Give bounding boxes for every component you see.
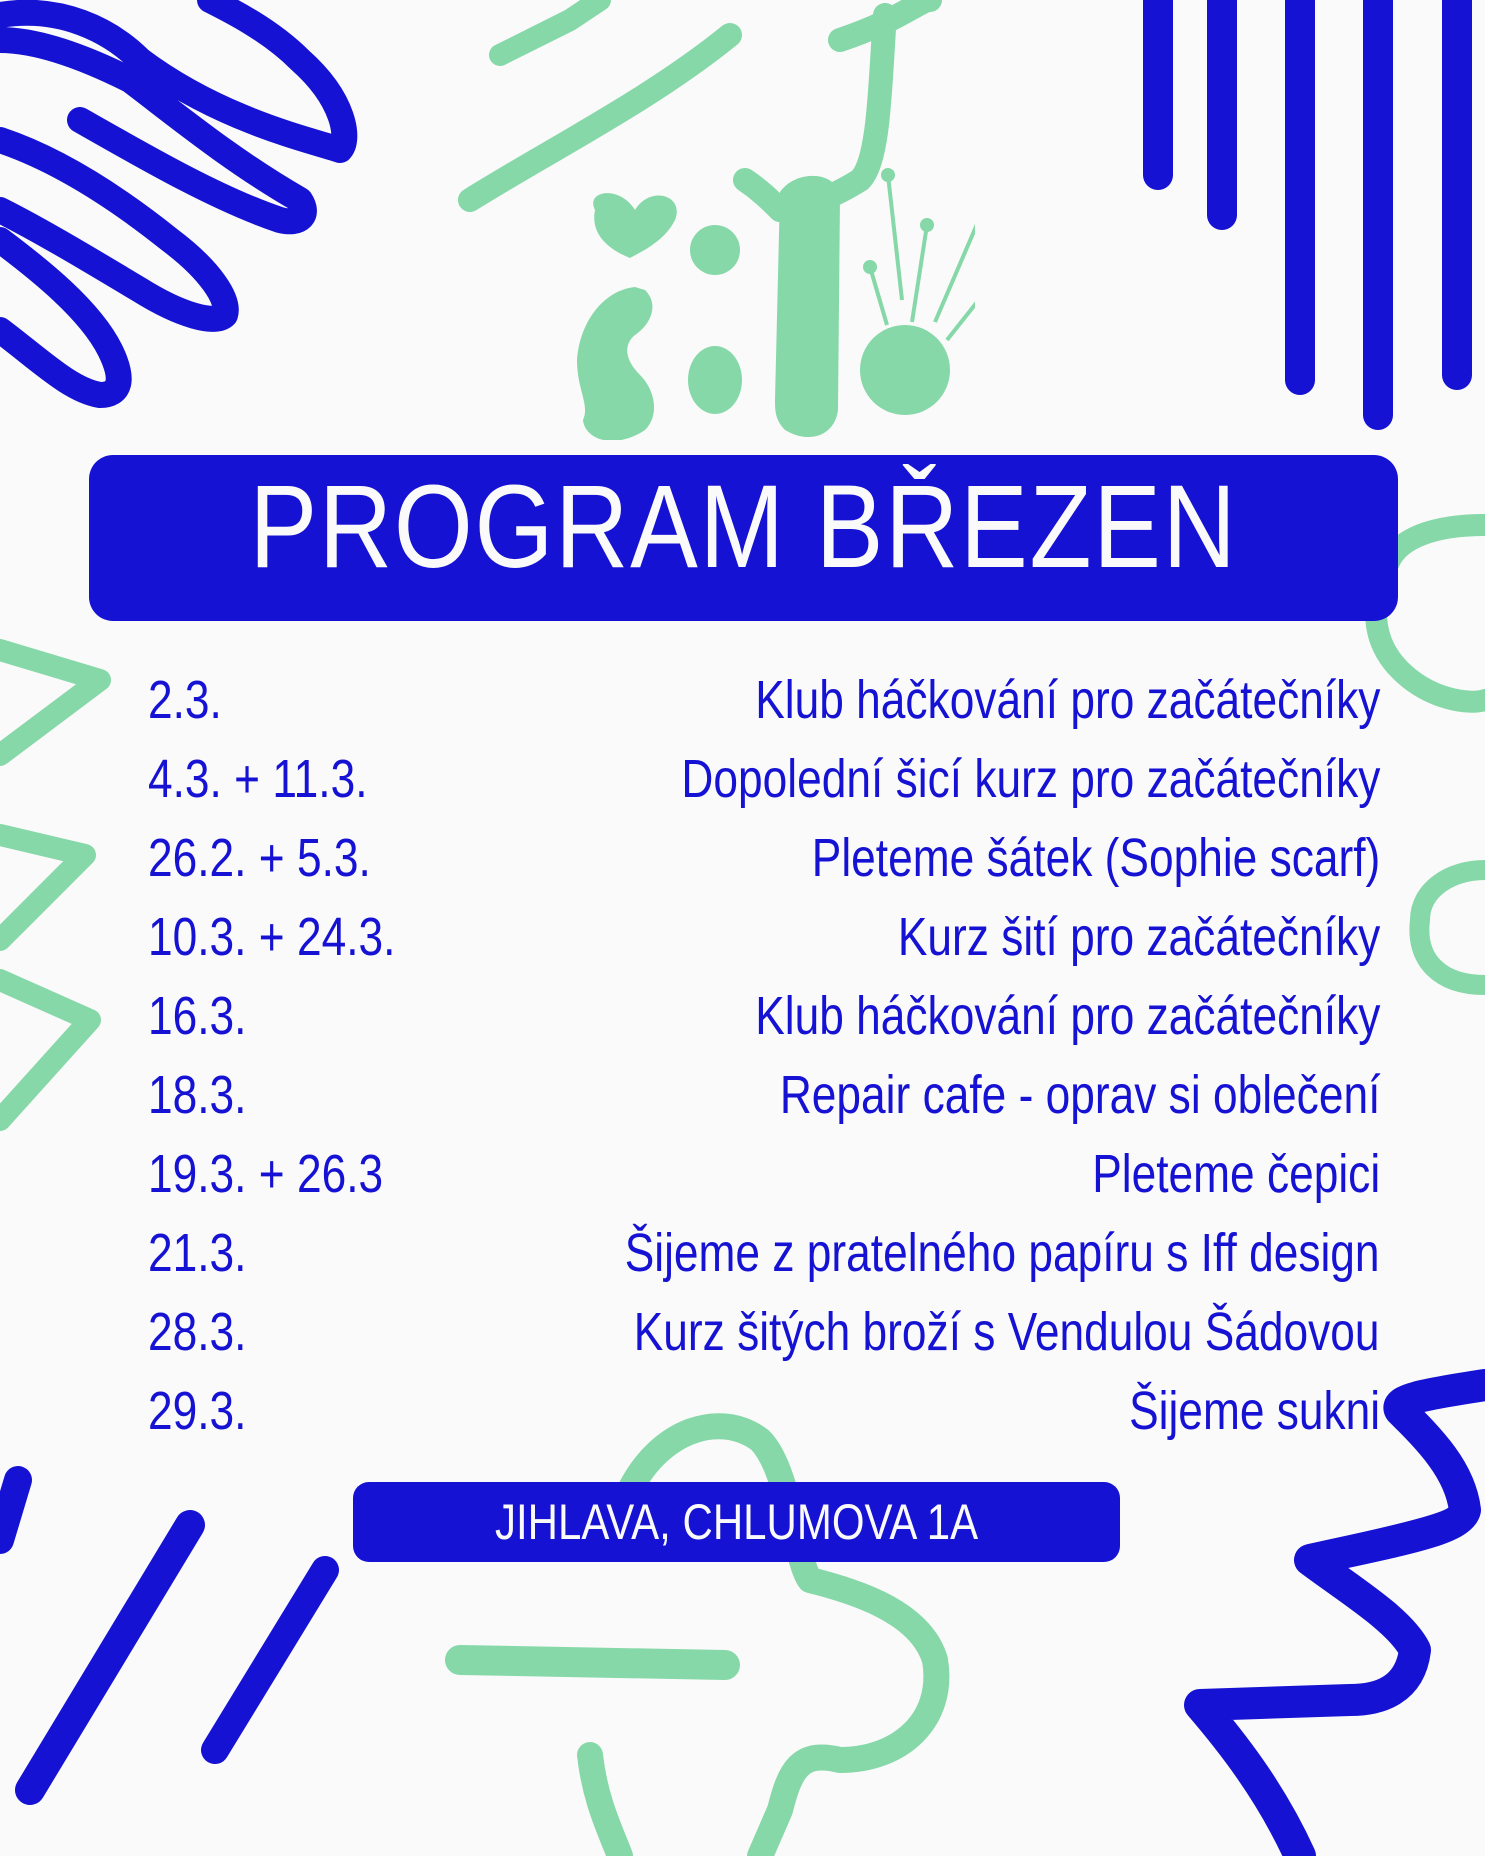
event-date: 28.3.	[148, 1301, 247, 1362]
event-name: Pleteme šátek (Sophie scarf)	[811, 827, 1380, 888]
green-zigzag-left-2	[0, 835, 90, 1120]
event-name: Šijeme z pratelného papíru s Iff design	[625, 1222, 1380, 1283]
page-title: PROGRAM BŘEZEN	[249, 461, 1238, 593]
list-item	[148, 818, 1380, 897]
address-badge	[353, 1482, 1120, 1562]
green-diagonal-stroke	[500, 0, 600, 55]
event-name: Šijeme sukni	[1128, 1380, 1380, 1441]
event-date: 21.3.	[148, 1222, 247, 1283]
event-date: 10.3. + 24.3.	[148, 906, 396, 967]
green-zigzag-left	[0, 650, 100, 755]
program-list	[148, 660, 1380, 1450]
sito-logo	[535, 150, 975, 440]
list-item	[148, 1055, 1380, 1134]
list-item	[148, 660, 1380, 739]
list-item	[148, 976, 1380, 1055]
blue-diagonal-stroke-2	[30, 1525, 190, 1790]
list-item	[148, 1292, 1380, 1371]
event-name: Kurz šitých broží s Vendulou Šádovou	[634, 1301, 1380, 1362]
event-date: 4.3. + 11.3.	[148, 748, 368, 809]
event-name: Repair cafe - oprav si oblečení	[779, 1064, 1380, 1125]
green-ring-right-mid	[1419, 870, 1485, 985]
event-name: Pleteme čepici	[1092, 1143, 1380, 1204]
address-text: JIHLAVA, CHLUMOVA 1A	[494, 1494, 979, 1550]
event-name: Klub háčkování pro začátečníky	[754, 985, 1380, 1046]
green-horizontal-stroke	[460, 1660, 725, 1665]
title-banner	[89, 455, 1398, 621]
blue-diagonal-stroke-3	[215, 1570, 325, 1750]
event-date: 26.2. + 5.3.	[148, 827, 371, 888]
event-date: 19.3. + 26.3	[148, 1143, 384, 1204]
list-item	[148, 1134, 1380, 1213]
event-date: 2.3.	[148, 669, 222, 730]
event-date: 18.3.	[148, 1064, 247, 1125]
list-item	[148, 1371, 1380, 1450]
heart-icon	[593, 193, 677, 258]
list-item	[148, 897, 1380, 976]
list-item	[148, 739, 1380, 818]
event-name: Dopolední šicí kurz pro začátečníky	[681, 748, 1380, 809]
event-name: Klub háčkování pro začátečníky	[754, 669, 1380, 730]
event-name: Kurz šití pro začátečníky	[897, 906, 1380, 967]
blue-loop-scribble	[0, 0, 344, 395]
list-item	[148, 1213, 1380, 1292]
event-date: 16.3.	[148, 985, 247, 1046]
blue-zigzag-right	[1200, 1385, 1485, 1856]
blue-vertical-strokes	[1158, 0, 1457, 415]
event-date: 29.3.	[148, 1380, 247, 1441]
blue-diagonal-stroke	[0, 1480, 18, 1540]
